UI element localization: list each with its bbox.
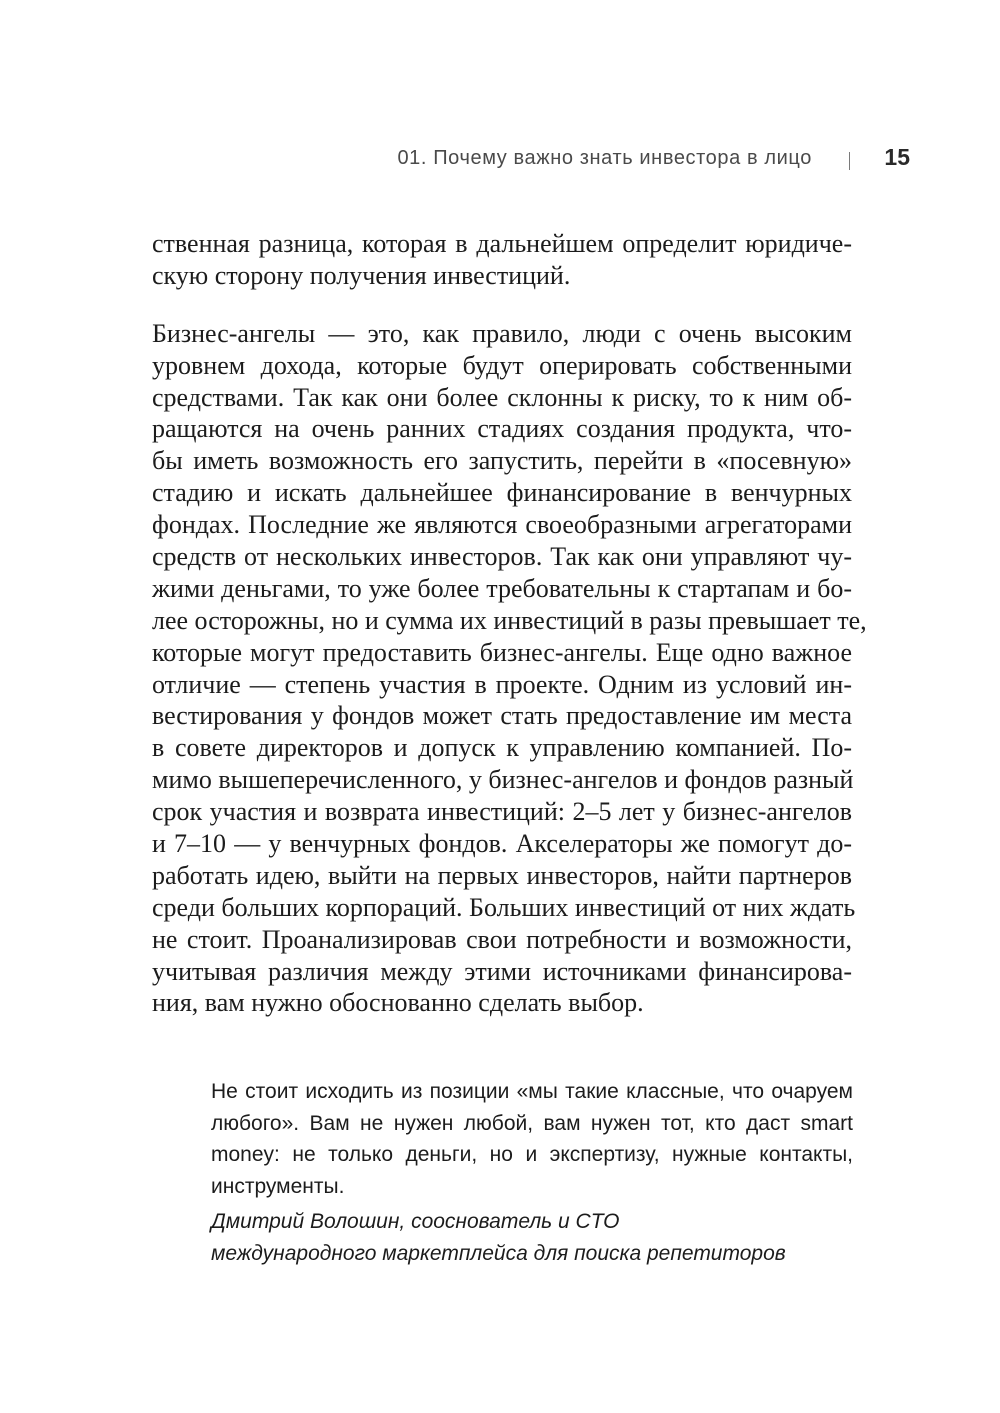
text-line: жими деньгами, то уже более требовательны к стартапам и бо- — [152, 573, 852, 603]
running-header — [300, 143, 910, 179]
text-line: учитывая различия между этими источниками финансирова- — [152, 956, 852, 986]
text-line: не стоит. Проанализировав свои потребности и возможности, — [152, 924, 852, 954]
text-line: мимо вышеперечисленного, у бизнес-ангелов и фондов разный — [152, 765, 854, 795]
text-line: лее осторожны, но и сумма их инвестиций в разы превышает те, — [152, 605, 867, 635]
text-line: работать идею, выйти на первых инвесторов, найти партнеров — [152, 860, 852, 890]
text-line: и 7–10 — у венчурных фондов. Акселераторы же помогут до- — [152, 829, 852, 859]
text-line: Бизнес-ангелы — это, как правило, люди с очень высоким — [152, 318, 852, 348]
text-line: стадию и искать дальнейшее финансирование в венчурных — [152, 478, 852, 508]
quote-line: Не стоит исходить из позиции «мы такие классные, что очаруем — [211, 1080, 853, 1103]
quote-line: любого». Вам не нужен любой, вам нужен тот, кто даст smart — [211, 1111, 853, 1135]
quote-line: money: не только деньги, но и экспертизу, нужные контакты, — [211, 1143, 853, 1167]
text-line: среди больших корпораций. Больших инвестиций от них ждать — [152, 892, 856, 922]
quote-attribution — [211, 1206, 853, 1269]
main-text — [152, 228, 867, 1019]
text-line: вестирования у фондов может стать предоставление им места — [152, 701, 852, 731]
page-number: 15 — [884, 144, 910, 170]
text-line: ния, вам нужно обоснованно сделать выбор. — [152, 988, 644, 1018]
text-line: срок участия и возврата инвестиций: 2–5 лет у бизнес-ангелов — [152, 797, 852, 827]
header-divider — [849, 152, 850, 170]
text-line: отличие — степень участия в проекте. Одним из условий ин- — [152, 669, 852, 699]
quote-line: инструменты. — [211, 1174, 345, 1198]
text-line: которые могут предоставить бизнес-ангелы. Еще одно важное — [152, 637, 852, 667]
text-line: ращаются на очень ранних стадиях создания продукта, что- — [152, 414, 852, 444]
text-line: средствами. Так как они более склонны к риску, то к ним об- — [152, 382, 852, 412]
text-line: средств от нескольких инвесторов. Так как они управляют чу- — [152, 542, 852, 572]
attribution-line: Дмитрий Волошин, сооснователь и CTO — [211, 1210, 620, 1233]
text-line: скую сторону получения инвестиций. — [152, 260, 571, 290]
text-line: фондах. Последние же являются своеобразными агрегаторами — [152, 510, 852, 540]
attribution-line: международного маркетплейса для поиска репетиторов — [211, 1241, 786, 1265]
pull-quote — [211, 1076, 853, 1202]
chapter-title: 01. Почему важно знать инвестора в лицо — [397, 147, 812, 169]
text-line: бы иметь возможность его запустить, перейти в «посевную» — [152, 446, 852, 476]
text-line: в совете директоров и допуск к управлению компанией. По- — [152, 733, 852, 763]
text-line: уровнем дохода, которые будут оперировать собственными — [152, 350, 852, 380]
text-line: ственная разница, которая в дальнейшем определит юридиче- — [152, 229, 852, 258]
